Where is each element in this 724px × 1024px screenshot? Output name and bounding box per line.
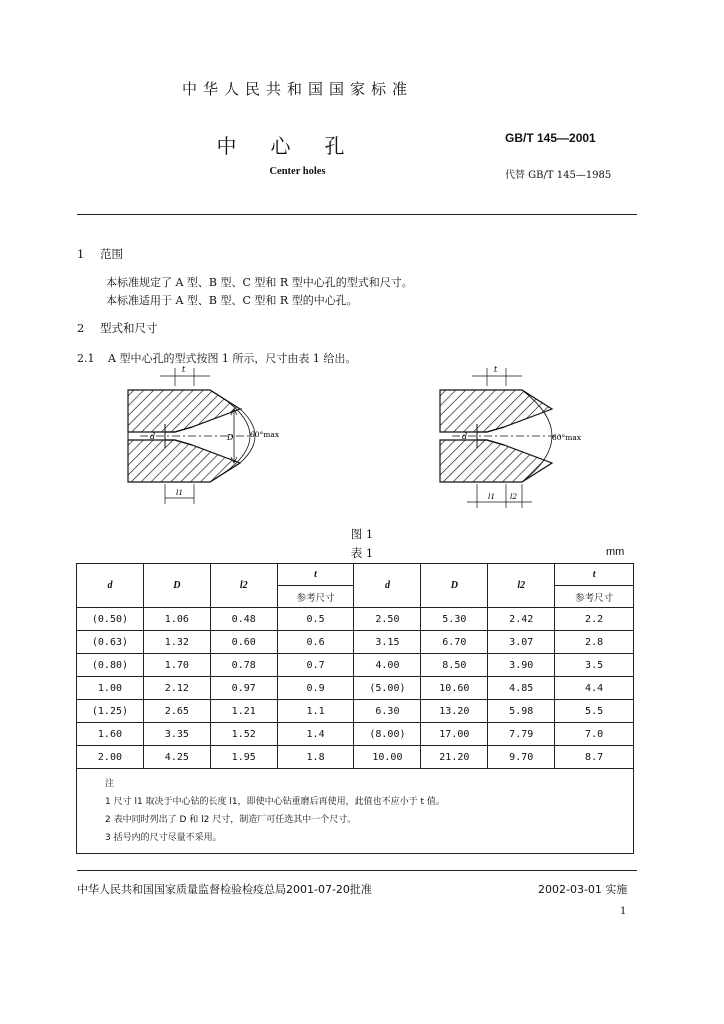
- table-row: [77, 746, 634, 769]
- table-cell: 2.12: [143, 677, 210, 700]
- section-1-heading: [77, 246, 123, 262]
- table-cell: 0.97: [210, 677, 277, 700]
- table-cell: 0.5: [277, 608, 354, 631]
- table-cell: 1.1: [277, 700, 354, 723]
- table-row: [77, 700, 634, 723]
- notes-title: 注: [105, 779, 115, 789]
- table-cell: 5.30: [421, 608, 488, 631]
- header-t-reference-2: 参考尺寸: [555, 586, 634, 608]
- table-cell: (8.00): [354, 723, 421, 746]
- replaces-standard: 代替 GB/T 145—1985: [505, 170, 612, 181]
- section-2-heading: [77, 320, 157, 336]
- table-cell: 17.00: [421, 723, 488, 746]
- table-cell: (0.63): [77, 631, 144, 654]
- table-cell: 21.20: [421, 746, 488, 769]
- section-2-1-text: A 型中心孔的型式按图 1 所示，尺寸由表 1 给出。: [108, 352, 357, 365]
- table-cell: 2.50: [354, 608, 421, 631]
- table-cell: 1.60: [77, 723, 144, 746]
- section-1-number: 1: [77, 247, 85, 261]
- table-cell: 7.79: [488, 723, 555, 746]
- header-D-2: D: [421, 564, 488, 608]
- table-1: [76, 563, 634, 854]
- header-l2-2: l2: [488, 564, 555, 608]
- table-cell: 5.5: [555, 700, 634, 723]
- page-number: 1: [620, 906, 627, 917]
- table-cell: 0.78: [210, 654, 277, 677]
- label-D-left: D: [227, 433, 234, 442]
- section-1-paragraph-2: 本标准适用于 A 型、B 型、C 型和 R 型的中心孔。: [106, 294, 358, 307]
- section-2-1-number: 2.1: [77, 352, 95, 365]
- label-t-right: t: [494, 365, 498, 374]
- title-english: Center holes: [269, 166, 326, 177]
- table-cell: 10.60: [421, 677, 488, 700]
- label-angle-left: 60°max: [250, 430, 280, 439]
- table-notes-row: [77, 769, 634, 854]
- table-cell: 4.85: [488, 677, 555, 700]
- header-divider: [77, 214, 637, 215]
- standard-number: GB/T 145—2001: [505, 131, 596, 145]
- section-1-paragraph-1: 本标准规定了 A 型、B 型、C 型和 R 型中心孔的型式和尺寸。: [106, 276, 413, 289]
- table-cell: 7.0: [555, 723, 634, 746]
- note-1: 1 尺寸 l1 取决于中心钻的长度 l1，即使中心钻重磨后再使用，此值也不应小于 t 值。: [105, 797, 445, 807]
- table-cell: 0.6: [277, 631, 354, 654]
- table-row: [77, 608, 634, 631]
- table-cell: 1.70: [143, 654, 210, 677]
- table-cell: (0.80): [77, 654, 144, 677]
- table-cell: 2.00: [77, 746, 144, 769]
- note-3: 3 括号内的尺寸尽量不采用。: [105, 833, 222, 843]
- label-angle-right: 60°max: [552, 433, 582, 442]
- label-d-left: d: [150, 432, 156, 441]
- table-cell: 1.06: [143, 608, 210, 631]
- approval-statement: 中华人民共和国国家质量监督检验检疫总局2001-07-20批准: [77, 883, 372, 896]
- table-cell: 0.48: [210, 608, 277, 631]
- figure-1-drawings: [110, 364, 630, 516]
- header-d: d: [77, 564, 144, 608]
- table-cell: 1.32: [143, 631, 210, 654]
- table-cell: 3.15: [354, 631, 421, 654]
- table-row: [77, 677, 634, 700]
- table-cell: 13.20: [421, 700, 488, 723]
- figure-left-drawing: [128, 365, 280, 504]
- table-header-row: [77, 564, 634, 586]
- label-l1-right: l1: [488, 492, 496, 501]
- table-cell: 10.00: [354, 746, 421, 769]
- table-cell: 8.50: [421, 654, 488, 677]
- figure-1-caption: 图 1: [350, 527, 374, 541]
- table-cell: 8.7: [555, 746, 634, 769]
- section-2-number: 2: [77, 321, 85, 335]
- label-t-left: t: [182, 365, 186, 374]
- label-l2-right: l2: [510, 492, 518, 501]
- table-cell: 2.65: [143, 700, 210, 723]
- table-notes: [77, 769, 634, 854]
- table-cell: 3.90: [488, 654, 555, 677]
- table-unit: mm: [606, 546, 625, 558]
- table-cell: 1.8: [277, 746, 354, 769]
- table-cell: 1.95: [210, 746, 277, 769]
- table-cell: 9.70: [488, 746, 555, 769]
- header-t-reference: 参考尺寸: [277, 586, 354, 608]
- table-row: [77, 723, 634, 746]
- header-D: D: [143, 564, 210, 608]
- standard-type: 中华人民共和国国家标准: [181, 80, 413, 98]
- header-t: t: [277, 564, 354, 586]
- header-l2: l2: [210, 564, 277, 608]
- table-cell: 4.00: [354, 654, 421, 677]
- label-l1-left: l1: [176, 488, 184, 497]
- header-d-2: d: [354, 564, 421, 608]
- header-t-2: t: [555, 564, 634, 586]
- table-cell: 5.98: [488, 700, 555, 723]
- table-1-caption: 表 1: [350, 546, 374, 560]
- table-cell: 0.7: [277, 654, 354, 677]
- table-cell: 6.70: [421, 631, 488, 654]
- table-cell: 2.42: [488, 608, 555, 631]
- table-cell: (1.25): [77, 700, 144, 723]
- title-chinese: 中心孔: [216, 134, 379, 158]
- table-cell: 2.2: [555, 608, 634, 631]
- table-cell: 1.4: [277, 723, 354, 746]
- note-2: 2 表中同时列出了 D 和 l2 尺寸，制造厂可任选其中一个尺寸。: [105, 815, 357, 825]
- table-row: [77, 631, 634, 654]
- footer-divider: [77, 870, 637, 871]
- table-cell: 3.07: [488, 631, 555, 654]
- table-cell: 4.4: [555, 677, 634, 700]
- section-2-title: 型式和尺寸: [99, 321, 158, 335]
- table-cell: 1.00: [77, 677, 144, 700]
- section-1-title: 范围: [99, 247, 123, 261]
- table-cell: 1.21: [210, 700, 277, 723]
- table-cell: 0.60: [210, 631, 277, 654]
- table-cell: 1.52: [210, 723, 277, 746]
- label-d-right: d: [462, 432, 468, 441]
- table-cell: 3.5: [555, 654, 634, 677]
- table-cell: (5.00): [354, 677, 421, 700]
- table-cell: 3.35: [143, 723, 210, 746]
- table-cell: (0.50): [77, 608, 144, 631]
- table-cell: 4.25: [143, 746, 210, 769]
- table-cell: 0.9: [277, 677, 354, 700]
- table-row: [77, 654, 634, 677]
- figure-right-drawing: [440, 365, 582, 508]
- table-cell: 2.8: [555, 631, 634, 654]
- table-cell: 6.30: [354, 700, 421, 723]
- implementation-date: 2002-03-01 实施: [538, 883, 628, 896]
